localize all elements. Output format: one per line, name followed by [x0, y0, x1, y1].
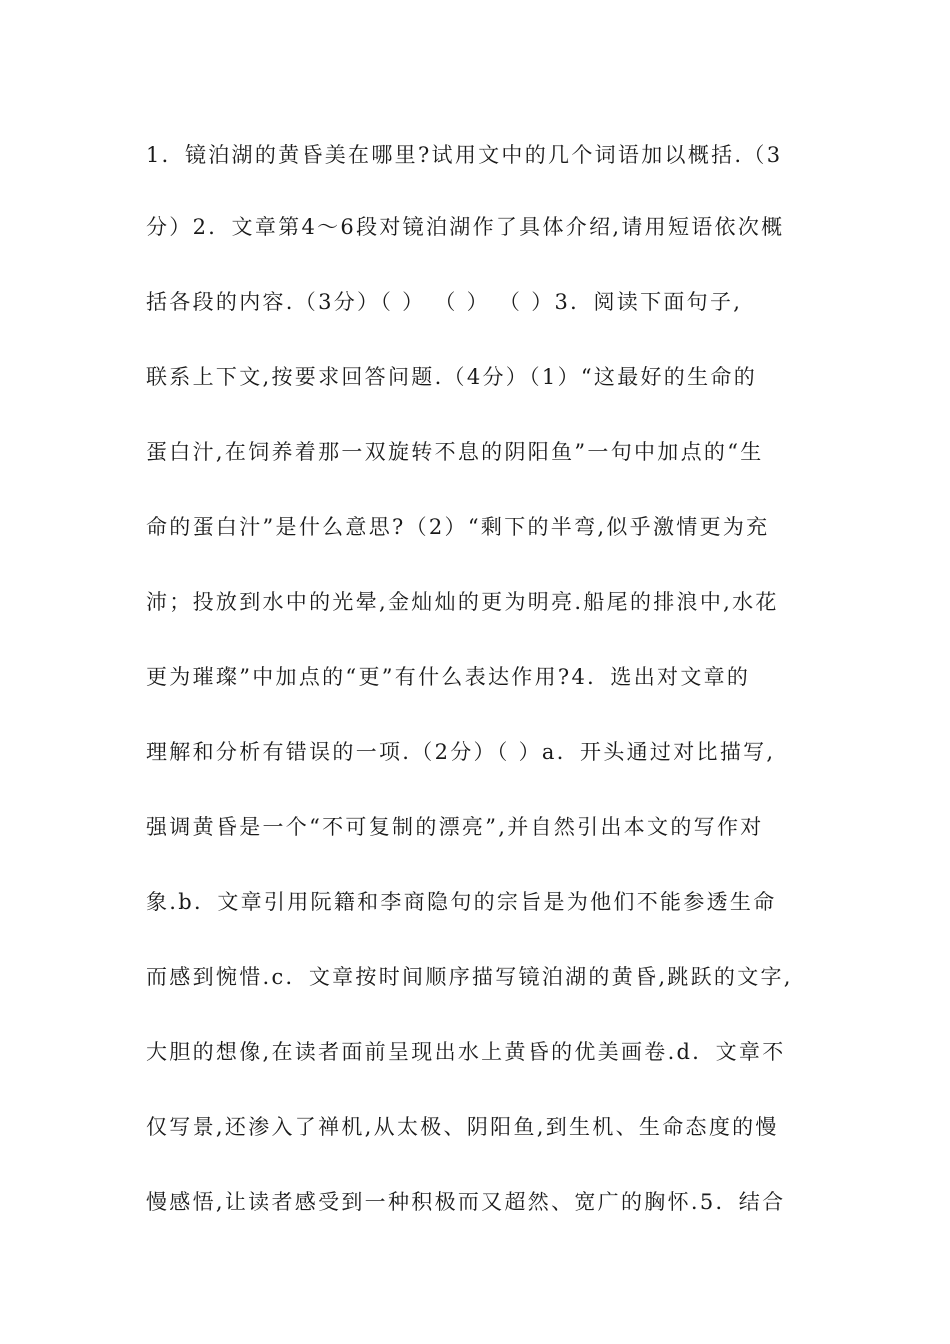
- text-line: 1．镜泊湖的黄昏美在哪里?试用文中的几个词语加以概括.（3: [146, 143, 783, 167]
- text-line: 强调黄昏是一个“不可复制的漂亮”,并自然引出本文的写作对: [146, 815, 764, 839]
- text-line: 更为璀璨”中加点的“更”有什么表达作用?4．选出对文章的: [146, 665, 751, 689]
- text-line: 括各段的内容.（3分）（ ） （ ） （ ）3．阅读下面句子,: [146, 290, 743, 314]
- text-line: 理解和分析有错误的一项.（2分）（ ）a．开头通过对比描写,: [146, 740, 776, 764]
- text-line: 联系上下文,按要求回答问题.（4分）（1）“这最好的生命的: [146, 365, 758, 389]
- text-line: 蛋白汁,在饲养着那一双旋转不息的阴阳鱼”一句中加点的“生: [146, 440, 764, 464]
- text-line: 慢感悟,让读者感受到一种积极而又超然、宽广的胸怀.5．结合: [146, 1190, 786, 1214]
- text-line: 仅写景,还渗入了禅机,从太极、阴阳鱼,到生机、生命态度的慢: [146, 1115, 779, 1139]
- text-line: 命的蛋白汁”是什么意思?（2）“剩下的半弯,似乎激情更为充: [146, 515, 770, 539]
- text-line: 而感到惋惜.c．文章按时间顺序描写镜泊湖的黄昏,跳跃的文字,: [146, 965, 793, 989]
- text-line: 沛；投放到水中的光晕,金灿灿的更为明亮.船尾的排浪中,水花: [146, 590, 779, 614]
- text-line: 象.b．文章引用阮籍和李商隐句的宗旨是为他们不能参透生命: [146, 890, 777, 914]
- text-line: 分）2．文章第4～6段对镜泊湖作了具体介绍,请用短语依次概: [146, 215, 785, 239]
- text-line: 大胆的想像,在读者面前呈现出水上黄昏的优美画卷.d．文章不: [146, 1040, 786, 1064]
